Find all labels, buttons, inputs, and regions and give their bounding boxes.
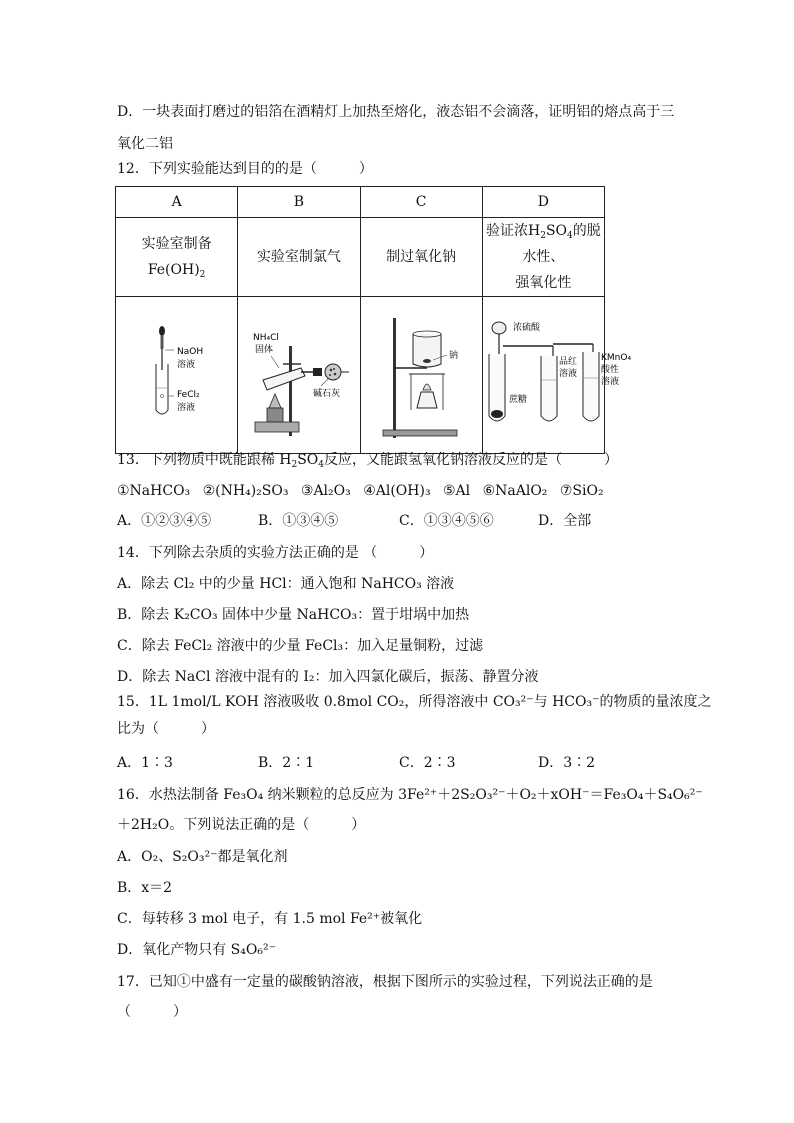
q12-experiment-table xyxy=(115,186,631,454)
q13-option-d: D．全部 xyxy=(538,513,592,529)
q17-stem-line2: （ ） xyxy=(117,1004,187,1020)
q13-items: ①NaHCO₃ ②(NH₄)₂SO₃ ③Al₂O₃ ④Al(OH)₃ ⑤Al ⑥NaAlO₂ ⑦SiO₂ xyxy=(117,483,604,499)
label-magenta-solution: 溶液 xyxy=(558,369,577,379)
q15-stem-line2: 比为（ ） xyxy=(117,721,215,737)
q16-stem-line2: ＋2H₂O。下列说法正确的是（ ） xyxy=(117,817,366,833)
header-c: C xyxy=(360,187,482,218)
q15-option-d: D．3∶2 xyxy=(538,755,596,771)
q12-stem: 12．下列实验能达到目的的是（ ） xyxy=(117,161,373,177)
label-acidic: 酸性 xyxy=(600,365,619,375)
q16-option-d: D．氧化产物只有 S₄O₆²⁻ xyxy=(117,942,276,958)
q13-stem: 13．下列物质中既能跟稀 $H_2SO_4$反应，又能跟氢氧化钠溶液反应的是（ ） xyxy=(117,452,619,470)
q16-option-b: B．x＝2 xyxy=(117,880,173,896)
q16-option-c: C．每转移 3 mol 电子，有 1.5 mol Fe²⁺被氧化 xyxy=(117,911,423,927)
dropper-testtube-diagram xyxy=(122,298,232,448)
q15-option-a: A．1∶3 xyxy=(117,755,173,771)
q16-option-a: A．O₂、S₂O₃²⁻都是氧化剂 xyxy=(117,849,288,865)
q14-option-a: A．除去 Cl₂ 中的少量 HCl：通入饱和 NaHCO₃ 溶液 xyxy=(117,576,455,592)
label-naoh: NaOH xyxy=(176,347,203,357)
label-nh4cl: NH₄Cl xyxy=(253,333,280,343)
label-naoh-solution: 溶液 xyxy=(176,360,195,370)
sodium-heating-diagram xyxy=(369,298,474,448)
label-soda-lime: 碱石灰 xyxy=(313,389,341,399)
q16-stem-line1: 16．水热法制备 Fe₃O₄ 纳米颗粒的总反应为 3Fe²⁺＋2S₂O₃²⁻＋O₂＋xOH⁻＝Fe₃O₄＋S₄O₆²⁻ xyxy=(117,787,703,803)
q14-option-d: D．除去 NaCl 溶液中混有的 I₂：加入四氯化碳后，振荡、静置分液 xyxy=(117,669,539,685)
label-conc-acid: 浓硫酸 xyxy=(512,323,540,333)
q13-option-b: B．①③④⑤ xyxy=(258,513,339,529)
q13-option-c: C．①③④⑤⑥ xyxy=(399,513,494,529)
q11-option-d-line2: 氧化二铝 xyxy=(117,136,173,152)
q14-option-b: B．除去 K₂CO₃ 固体中少量 NaHCO₃：置于坩埚中加热 xyxy=(117,607,470,623)
ammonia-apparatus-diagram xyxy=(241,298,356,448)
figure-d xyxy=(482,297,631,454)
figure-b xyxy=(238,297,360,454)
q15-option-b: B．2∶1 xyxy=(258,755,315,771)
label-sugar: 蔗糖 xyxy=(508,395,527,405)
desc-b: 实验室制氯气 xyxy=(238,218,360,297)
label-fecl2-solution: 溶液 xyxy=(176,403,195,413)
label-fecl2: FeCl₂ xyxy=(176,390,200,400)
desc-a: 实验室制备 $Fe(OH)_2$ xyxy=(116,218,238,297)
q17-stem-line1: 17．已知①中盛有一定量的碳酸钠溶液，根据下图所示的实验过程，下列说法正确的是 xyxy=(117,974,653,990)
header-a: A xyxy=(116,187,238,218)
sulfuric-acid-tests-diagram xyxy=(483,298,633,448)
q15-option-c: C．2∶3 xyxy=(399,755,456,771)
figure-c xyxy=(360,297,482,454)
desc-c: 制过氧化钠 xyxy=(360,218,482,297)
label-kmno4: KMnO₄ xyxy=(600,353,631,363)
label-solid: 固体 xyxy=(255,345,274,355)
figure-a xyxy=(116,297,238,454)
label-magenta: 品红 xyxy=(558,357,577,367)
header-b: B xyxy=(238,187,360,218)
label-kmno4-solution: 溶液 xyxy=(600,377,619,387)
q13-option-a: A．①②③④⑤ xyxy=(117,513,212,529)
q11-option-d-line1: D．一块表面打磨过的铝箔在酒精灯上加热至熔化，液态铝不会滴落，证明铝的熔点高于三 xyxy=(117,104,675,120)
q15-stem-line1: 15．1L 1mol/L KOH 溶液吸收 0.8mol CO₂，所得溶液中 CO₃²⁻与 HCO₃⁻的物质的量浓度之 xyxy=(117,694,712,710)
q14-stem: 14．下列除去杂质的实验方法正确的是 （ ） xyxy=(117,545,434,561)
desc-d: 验证浓$H_2SO_4$的脱水性、 强氧化性 xyxy=(482,218,604,297)
label-sodium: 钠 xyxy=(448,351,458,361)
q14-option-c: C．除去 FeCl₂ 溶液中的少量 FeCl₃：加入足量铜粉，过滤 xyxy=(117,638,484,654)
header-d: D xyxy=(482,187,604,218)
